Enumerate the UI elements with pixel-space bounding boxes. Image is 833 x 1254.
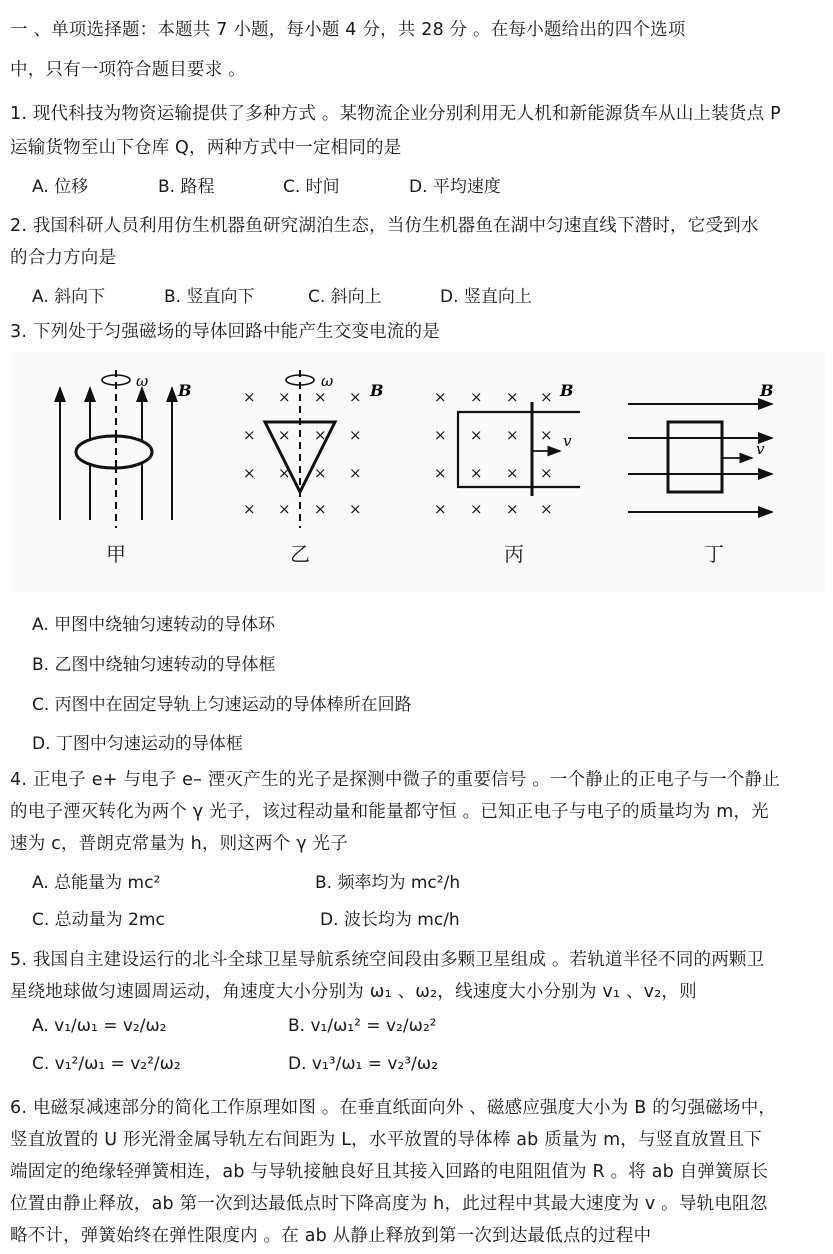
svg-text:×: ×	[243, 426, 256, 444]
svg-text:×: ×	[349, 464, 362, 482]
svg-text:×: ×	[540, 500, 553, 518]
q3-option-a: A. 甲图中绕轴匀速转动的导体环	[32, 615, 276, 635]
q4-option-d: D. 波长均为 mc/h	[320, 910, 460, 930]
figure-bing	[420, 352, 610, 592]
svg-text:×: ×	[278, 426, 291, 444]
q4-option-b: B. 频率均为 mc²/h	[315, 873, 461, 893]
q5-option-d: D. v₁³/ω₁ = v₂³/ω₂	[288, 1054, 438, 1074]
q5-option-a: A. v₁/ω₁ = v₂/ω₂	[32, 1016, 167, 1036]
q5-option-c: C. v₁²/ω₁ = v₂²/ω₂	[32, 1054, 181, 1074]
caption-ding: 丁	[704, 542, 724, 566]
svg-text:×: ×	[540, 464, 553, 482]
q4-stem-line2: 的电子湮灭转化为两个 γ 光子，该过程动量和能量都守恒 。已知正电子与电子的质量均为 m，光	[10, 802, 769, 822]
q3-figure-row	[10, 352, 825, 592]
q3-stem: 3. 下列处于匀强磁场的导体回路中能产生交变电流的是	[10, 322, 440, 342]
q2-stem-line1: 2. 我国科研人员利用仿生机器鱼研究湖泊生态，当仿生机器鱼在湖中匀速直线下潜时，它受到水	[10, 216, 759, 236]
section-header-line1: 一 、单项选择题：本题共 7 小题，每小题 4 分，共 28 分 。在每小题给出的四个选项	[10, 20, 686, 40]
q4-option-a: A. 总能量为 mc²	[32, 873, 161, 893]
q5-stem-line2: 星绕地球做匀速圆周运动，角速度大小分别为 ω₁ 、ω₂，线速度大小分别为 v₁ 、v₂，则	[10, 982, 697, 1002]
section-header-line2: 中，只有一项符合题目要求 。	[10, 60, 246, 80]
q2-option-b: B. 竖直向下	[164, 287, 255, 307]
q6-stem-line2: 竖直放置的 U 形光滑金属导轨左右间距为 L，水平放置的导体棒 ab 质量为 m，与竖直放置且下	[10, 1130, 762, 1150]
svg-text:×: ×	[278, 464, 291, 482]
q6-stem-line1: 6. 电磁泵减速部分的简化工作原理如图 。在垂直纸面向外 、磁感应强度大小为 B 的匀强磁场中，	[10, 1098, 777, 1118]
svg-text:×: ×	[314, 464, 327, 482]
svg-text:×: ×	[278, 500, 291, 518]
q1-option-d: D. 平均速度	[409, 177, 501, 197]
q5-stem-line1: 5. 我国自主建设运行的北斗全球卫星导航系统空间段由多颗卫星组成 。若轨道半径不同的两颗卫	[10, 950, 765, 970]
svg-text:×: ×	[349, 388, 362, 406]
svg-text:×: ×	[506, 426, 519, 444]
q3-option-d: D. 丁图中匀速运动的导体框	[32, 734, 243, 754]
svg-text:×: ×	[314, 426, 327, 444]
q3-option-c: C. 丙图中在固定导轨上匀速运动的导体棒所在回路	[32, 695, 412, 715]
q4-option-c: C. 总动量为 2mc	[32, 910, 165, 930]
svg-text:×: ×	[540, 426, 553, 444]
q4-stem-line3: 速为 c，普朗克常量为 h，则这两个 γ 光子	[10, 834, 348, 854]
omega-label: ω	[321, 372, 334, 390]
q4-stem-line1: 4. 正电子 e+ 与电子 e– 湮灭产生的光子是探测中微子的重要信号 。一个静止的正电子与一个静止	[10, 770, 781, 790]
svg-text:×: ×	[243, 464, 256, 482]
q6-stem-line5: 略不计，弹簧始终在弹性限度内 。在 ab 从静止释放到第一次到达最低点的过程中	[10, 1226, 652, 1246]
omega-label: ω	[136, 372, 149, 390]
svg-text:×: ×	[506, 464, 519, 482]
q5-option-b: B. v₁/ω₁² = v₂/ω₂²	[288, 1016, 437, 1036]
svg-text:×: ×	[243, 388, 256, 406]
svg-text:×: ×	[278, 388, 291, 406]
q3-option-b: B. 乙图中绕轴匀速转动的导体框	[32, 655, 276, 675]
caption-yi: 乙	[290, 542, 310, 566]
b-field-label: B	[560, 381, 574, 400]
q6-stem-line4: 位置由静止释放，ab 第一次到达最低点时下降高度为 h，此过程中其最大速度为 v 。导轨电阻忽	[10, 1194, 768, 1214]
svg-text:×: ×	[470, 500, 483, 518]
q2-stem-line2: 的合力方向是	[10, 248, 117, 268]
q6-stem-line3: 端固定的绝缘轻弹簧相连，ab 与导轨接触良好且其接入回路的电阻阻值为 R 。将 ab 自弹簧原长	[10, 1162, 769, 1182]
caption-jia: 甲	[106, 542, 126, 566]
q1-stem-line1: 1. 现代科技为物资运输提供了多种方式 。某物流企业分别利用无人机和新能源货车从山上装货点 P	[10, 104, 781, 124]
svg-text:×: ×	[506, 500, 519, 518]
b-field-label: B	[178, 381, 192, 400]
svg-text:×: ×	[243, 500, 256, 518]
svg-text:×: ×	[349, 426, 362, 444]
svg-text:×: ×	[434, 388, 447, 406]
svg-text:×: ×	[540, 388, 553, 406]
caption-bing: 丙	[504, 542, 524, 566]
v-label: v	[756, 440, 765, 458]
figure-ding	[622, 352, 822, 592]
b-field-label: B	[760, 381, 774, 400]
svg-text:×: ×	[314, 500, 327, 518]
svg-text:×: ×	[470, 426, 483, 444]
q2-option-a: A. 斜向下	[32, 287, 106, 307]
svg-text:×: ×	[434, 464, 447, 482]
svg-text:×: ×	[349, 500, 362, 518]
svg-text:×: ×	[506, 388, 519, 406]
figure-yi	[225, 352, 405, 592]
svg-text:×: ×	[470, 388, 483, 406]
figure-jia	[30, 352, 210, 592]
q1-stem-line2: 运输货物至山下仓库 Q，两种方式中一定相同的是	[10, 138, 402, 158]
q1-option-a: A. 位移	[32, 177, 89, 197]
q1-option-c: C. 时间	[283, 177, 340, 197]
q2-option-c: C. 斜向上	[308, 287, 382, 307]
b-field-label: B	[370, 381, 384, 400]
q1-option-b: B. 路程	[158, 177, 215, 197]
svg-text:×: ×	[434, 500, 447, 518]
v-label: v	[563, 432, 572, 450]
svg-text:×: ×	[470, 464, 483, 482]
q2-option-d: D. 竖直向上	[440, 287, 532, 307]
svg-text:×: ×	[434, 426, 447, 444]
svg-text:×: ×	[314, 388, 327, 406]
